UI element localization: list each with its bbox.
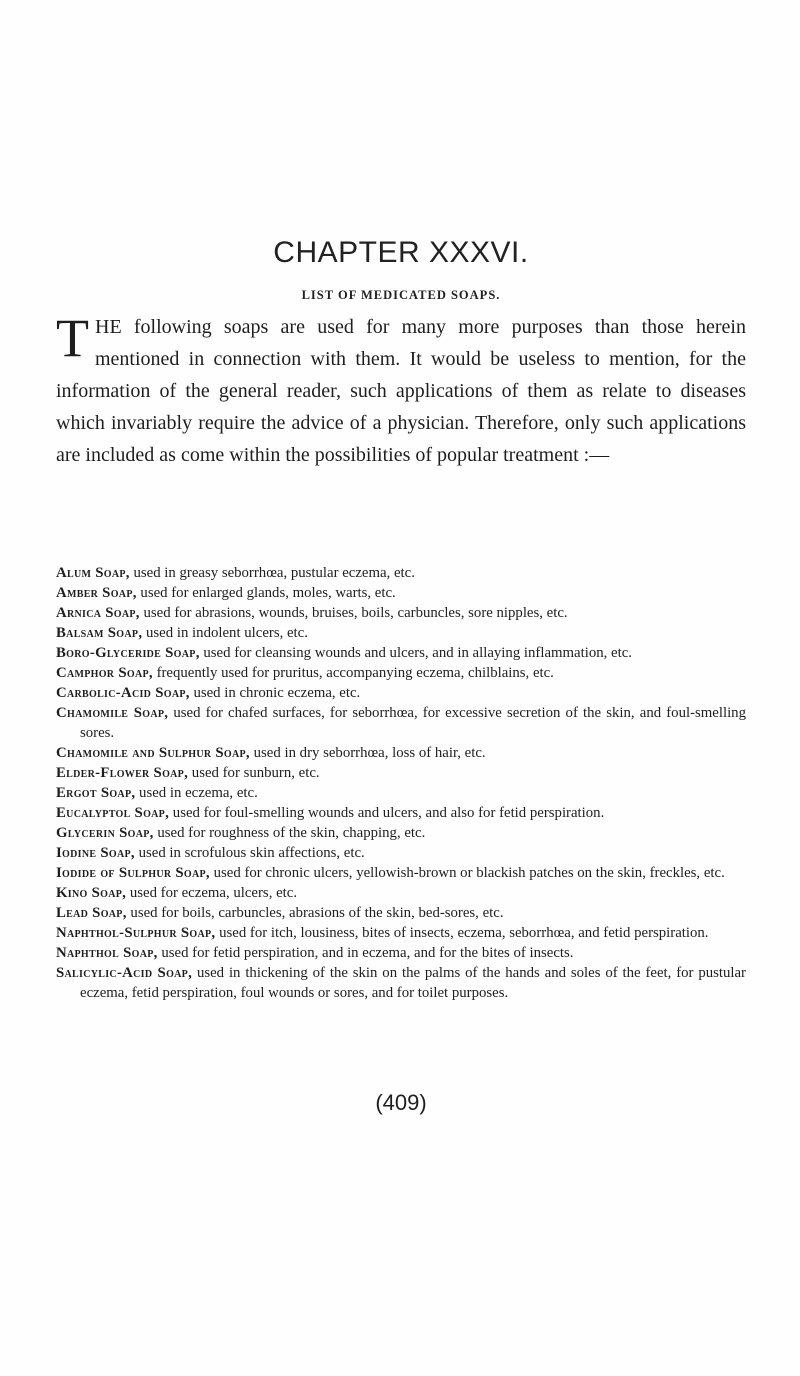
soap-name: Amber Soap, <box>56 585 137 601</box>
soap-name: Alum Soap, <box>56 565 130 581</box>
soap-use: used in chronic eczema, etc. <box>189 685 361 701</box>
list-item <box>56 963 746 1003</box>
list-item <box>56 803 746 823</box>
intro-text: HE following soaps are used for many more purposes than those herein mentioned in connection with them. It would be useless to mention, for the information of the general reader, such applications of them as relate to diseases which invariably require the advice of a physician. Therefore, only such applications are included as come within the possibilities of popular treatment :— <box>56 316 746 466</box>
soap-name: Naphthol Soap, <box>56 945 158 961</box>
soap-name: Naphthol-Sulphur Soap, <box>56 925 216 941</box>
soap-name: Eucalyptol Soap, <box>56 805 170 821</box>
soap-name: Chamomile and Sulphur Soap, <box>56 745 250 761</box>
list-item <box>56 883 746 903</box>
list-item <box>56 583 746 603</box>
soap-use: used for chronic ulcers, yellowish-brown or blackish patches on the skin, freckles, etc. <box>209 865 725 881</box>
list-item <box>56 563 746 583</box>
soap-use: used in dry seborrhœa, loss of hair, etc. <box>249 745 486 761</box>
soap-use: used for foul-smelling wounds and ulcers, and also for fetid perspiration. <box>169 805 605 821</box>
list-item <box>56 843 746 863</box>
soap-name: Glycerin Soap, <box>56 825 154 841</box>
page-number: (409) <box>375 1090 427 1115</box>
list-item <box>56 763 746 783</box>
list-item <box>56 623 746 643</box>
drop-cap: T <box>56 308 89 368</box>
soap-use: used in scrofulous skin affections, etc. <box>134 845 365 861</box>
soap-name: Elder-Flower Soap, <box>56 765 189 781</box>
list-item <box>56 603 746 623</box>
soap-use: used for roughness of the skin, chapping, etc. <box>153 825 426 841</box>
list-item <box>56 823 746 843</box>
list-item <box>56 683 746 703</box>
list-item <box>56 903 746 923</box>
soap-use: used for chafed surfaces, for seborrhœa, for excessive secretion of the skin, and foul-smelling sores. <box>80 705 746 741</box>
list-item <box>56 863 746 883</box>
soap-name: Camphor Soap, <box>56 665 153 681</box>
soap-use: used for itch, lousiness, bites of insects, eczema, seborrhœa, and fetid perspiration. <box>215 925 709 941</box>
soap-use: used in greasy seborrhœa, pustular eczema, etc. <box>129 565 415 581</box>
soap-name: Ergot Soap, <box>56 785 136 801</box>
soap-use: used for fetid perspiration, and in eczema, and for the bites of insects. <box>157 945 574 961</box>
chapter-title: CHAPTER XXXVI. <box>273 236 529 269</box>
soap-use: used in indolent ulcers, etc. <box>142 625 308 641</box>
soap-name: Iodide of Sulphur Soap, <box>56 865 210 881</box>
soap-name: Boro-Glyceride Soap, <box>56 645 200 661</box>
soap-use: used for eczema, ulcers, etc. <box>126 885 298 901</box>
soap-use: frequently used for pruritus, accompanying eczema, chilblains, etc. <box>152 665 554 681</box>
soap-use: used for sunburn, etc. <box>188 765 320 781</box>
soap-use: used for abrasions, wounds, bruises, boils, carbuncles, sore nipples, etc. <box>139 605 568 621</box>
soap-name: Lead Soap, <box>56 905 127 921</box>
soap-use: used in eczema, etc. <box>135 785 258 801</box>
soap-use: used for enlarged glands, moles, warts, etc. <box>136 585 396 601</box>
soap-name: Balsam Soap, <box>56 625 143 641</box>
list-item <box>56 923 746 943</box>
soap-use: used for cleansing wounds and ulcers, and in allaying inflammation, etc. <box>199 645 632 661</box>
list-item <box>56 663 746 683</box>
list-item <box>56 783 746 803</box>
soap-use: used in thickening of the skin on the palms of the hands and soles of the feet, for pustular eczema, fetid perspiration, foul wounds or sores, and for toilet purposes. <box>80 965 746 1001</box>
soap-name: Arnica Soap, <box>56 605 140 621</box>
soap-list <box>56 563 746 1003</box>
list-item <box>56 703 746 743</box>
soap-name: Salicylic-Acid Soap, <box>56 965 193 981</box>
section-title: LIST OF MEDICATED SOAPS. <box>301 288 501 302</box>
intro-paragraph <box>56 308 746 471</box>
list-item <box>56 643 746 663</box>
soap-name: Kino Soap, <box>56 885 127 901</box>
soap-use: used for boils, carbuncles, abrasions of the skin, bed-sores, etc. <box>126 905 504 921</box>
soap-name: Chamomile Soap, <box>56 705 169 721</box>
soap-name: Iodine Soap, <box>56 845 135 861</box>
soap-name: Carbolic-Acid Soap, <box>56 685 190 701</box>
list-item <box>56 943 746 963</box>
list-item <box>56 743 746 763</box>
